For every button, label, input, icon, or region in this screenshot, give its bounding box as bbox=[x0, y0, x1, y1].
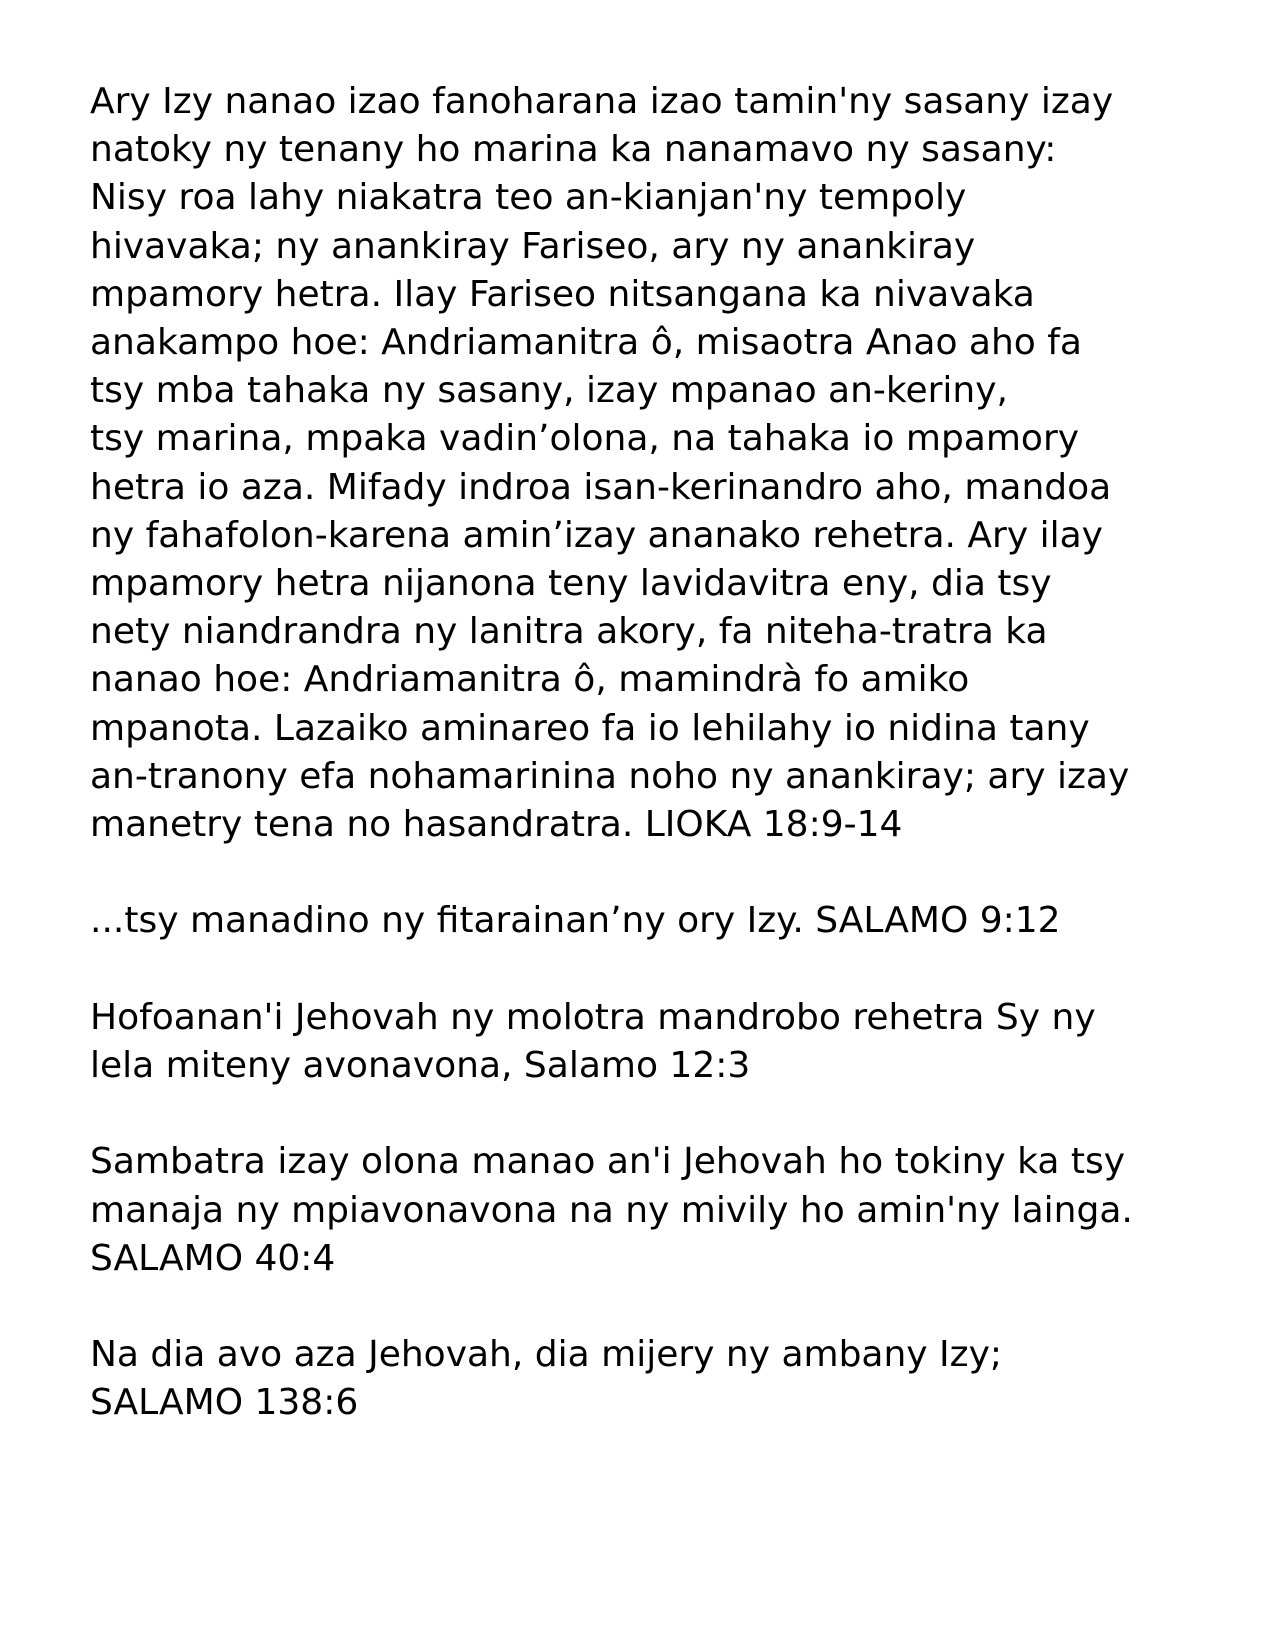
paragraph-gap bbox=[90, 1090, 1210, 1138]
paragraph-salamo-12-3: Hofoanan'i Jehovah ny molotra mandrobo rehetra Sy ny lela miteny avonavona, Salamo 12:3 bbox=[90, 996, 1096, 1087]
paragraph-salamo-9-12: ...tsy manadino ny fitarainan’ny ory Izy. SALAMO 9:12 bbox=[90, 900, 1061, 942]
paragraph-salamo-40-4: Sambatra izay olona manao an'i Jehovah ho tokiny ka tsy manaja ny mpiavonavona na ny mivily ho amin'ny lainga. SALAMO 40:4 bbox=[90, 1141, 1133, 1279]
paragraph-gap bbox=[90, 946, 1210, 994]
paragraph-salamo-138-6: Na dia avo aza Jehovah, dia mijery ny ambany Izy; SALAMO 138:6 bbox=[90, 1334, 1003, 1424]
paragraph-gap bbox=[90, 849, 1210, 897]
paragraph-gap bbox=[90, 1283, 1210, 1331]
document-page bbox=[90, 78, 1210, 1428]
paragraph-lioka: Ary Izy nanao izao fanoharana izao tamin'ny sasany izay natoky ny tenany ho marina ka nanamavo ny sasany: Nisy roa lahy niakatra teo an-kianjan'ny tempoly hivavaka; ny anankiray Fariseo, ary ny anankiray mpamory hetra. Ilay Fariseo nitsangana ka nivavaka anakampo hoe: Andriamanitra ô, misaotra Anao aho fa tsy mba tahaka ny sasany, izay mpanao an-keriny, tsy marina, mpaka vadin’olona, na tahaka io mpamory hetra io aza. Mifady indroa isan-kerinandro aho, mandoa ny fahafolon-karena amin’izay ananako rehetra. Ary ilay mpamory hetra nijanona teny lavidavitra eny, dia tsy nety niandrandra ny lanitra akory, fa niteha-tratra ka nanao hoe: Andriamanitra ô, mamindrà fo amiko mpanota. Lazaiko aminareo fa io lehilahy io nidina tany an-tranony efa nohamarinina noho ny anankiray; ary izay manetry tena no hasandratra. LIOKA 18:9-14 bbox=[90, 81, 1130, 846]
